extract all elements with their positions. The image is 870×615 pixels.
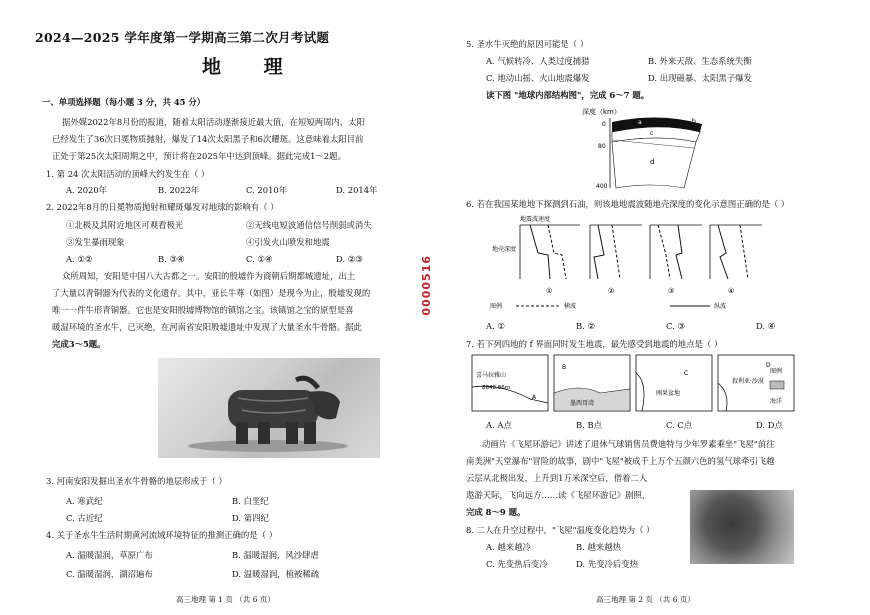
q5-option-b[interactable]: B. 外来天敌、生态系统失衡 (648, 56, 752, 66)
q2-item-3: ③发生暴雨现象 (66, 237, 125, 247)
map-b-gulf (554, 355, 630, 411)
map-c-congo (636, 355, 712, 411)
passage-line: 完成 8～9 题。 (466, 507, 526, 517)
map-name-b: 墨西哥湾 (570, 400, 595, 407)
q3-option-a[interactable]: A. 寒武纪 (66, 496, 103, 506)
q1-option-a[interactable]: A. 2020年 (66, 185, 108, 195)
section-heading: 一、单项选择题（每小题 3 分，共 45 分） (42, 97, 206, 107)
point-c: C (684, 370, 689, 377)
question-6: 6. 若在我国某地地下探测到石油，则该地地震波随地壳深度的变化示意图正确的是（ ） (466, 199, 790, 209)
question-3: 3. 河南安阳发掘出圣水牛骨骼的地层形成于（ ） (46, 476, 227, 486)
panel-label-3: ③ (668, 287, 675, 295)
map-name-a: 喜马拉雅山 (476, 372, 507, 379)
layer-label-b: b (692, 118, 696, 125)
q7-option-b[interactable]: B. B点 (576, 420, 603, 430)
q2-item-4: ④引发火山喷发和地震 (246, 237, 330, 247)
four-location-maps (470, 353, 810, 413)
depth-tick-0: 0 (602, 121, 606, 128)
q8-option-b[interactable]: B. 越来越热 (576, 542, 621, 552)
map-legend-title: 图例 (770, 368, 783, 375)
crust-depth-label: 地壳深度 (492, 246, 517, 253)
q3-option-b[interactable]: B. 白垩纪 (232, 496, 269, 506)
panel-label-1: ① (546, 287, 553, 295)
passage-line: 暖湿环境的圣水牛，已灭绝，在河南省安阳殷墟遗址中发现了大量圣水牛骨骼。据此 (52, 322, 362, 332)
figure-intro-6-7: 读下图 "地球内部结构图"，完成 6～7 题。 (486, 90, 650, 100)
question-4: 4. 关于圣水牛生活时期黄河流域环境特征的推测正确的是（ ） (46, 530, 278, 540)
depth-tick-400: 400 (596, 183, 608, 190)
depth-tick-80: 80 (598, 143, 606, 150)
q4-option-b[interactable]: B. 温暖湿润，风沙肆虐 (232, 550, 319, 560)
page2-footer: 高三地理 第 2 页 （共 6 页） (596, 595, 695, 604)
q2-option-a[interactable]: A. ①② (66, 254, 93, 264)
q2-option-d[interactable]: D. ②③ (336, 254, 363, 264)
q7-option-d[interactable]: D. D点 (756, 420, 783, 430)
q3-option-c[interactable]: C. 古近纪 (66, 513, 103, 523)
q6-option-b[interactable]: B. ② (576, 321, 595, 331)
wave-legend-title: 图例 (490, 303, 503, 310)
q3-option-d[interactable]: D. 第四纪 (232, 513, 269, 523)
bronze-ox-photo (158, 358, 380, 458)
q8-option-c[interactable]: C. 先变热后变冷 (486, 559, 548, 569)
sea-swatch (770, 381, 784, 389)
q7-option-a[interactable]: A. A点 (486, 420, 512, 430)
wave-panel-3 (650, 225, 702, 279)
wave-panel-4 (710, 225, 762, 279)
q2-item-1: ①北极及其附近地区可观看极光 (66, 220, 184, 230)
q8-option-d[interactable]: D. 先变冷后变热 (576, 559, 638, 569)
question-1: 1. 第 24 次太阳活动的顶峰大约发生在（ ） (46, 169, 210, 179)
passage-line: 众所周知，安阳是中国八大古都之一。安阳的殷墟作为商朝后期都城遗址，出土 (62, 271, 356, 281)
q2-option-c[interactable]: C. ①④ (246, 254, 273, 264)
q5-option-a[interactable]: A. 气候转冷、人类过度捕猎 (486, 56, 590, 66)
seismic-wave-diagram (490, 213, 790, 313)
passage-line: 完成3～5题。 (52, 339, 106, 349)
q6-option-d[interactable]: D. ④ (756, 321, 776, 331)
q4-option-a[interactable]: A. 温暖湿润，草原广布 (66, 550, 153, 560)
question-2: 2. 2022年8月的日冕物质抛射和耀斑爆发对地球的影响有（ ） (46, 202, 279, 212)
depth-axis-label: 深度（km） (582, 108, 621, 116)
layer-label-a: a (638, 119, 642, 126)
passage-line: 云层从北极出发，上升到1万米深空后，借着二人 (466, 473, 648, 483)
point-d: D (766, 362, 771, 369)
question-7: 7. 若下列四地的 f 界面同时发生地震，最先感受到地震的地点是（ ） (466, 339, 723, 349)
passage-line: 南美洲"天堂瀑布"冒险的故事，剧中"飞屋"被成千上万个五颜六色的氢气球牵引飞越 (466, 456, 775, 466)
passage-line: 了大量以青铜器为代表的文化遗存。其中，亚长牛尊（如图）是现今为止，殷墟发现的 (52, 288, 371, 298)
point-b: B (562, 364, 567, 371)
exam-title: 2024—2025 学年度第一学期高三第二次月考试题 (35, 30, 330, 45)
map-name-c: 刚果盆地 (656, 390, 681, 397)
balloon-house-photo (690, 490, 794, 564)
map-name-d: 叙利亚·沙漠 (732, 378, 764, 385)
serial-number: 0000516 (420, 255, 433, 316)
q2-option-b[interactable]: B. ③④ (158, 254, 185, 264)
q6-option-c[interactable]: C. ③ (666, 321, 685, 331)
q5-option-d[interactable]: D. 出现磁暴、太阳黑子爆发 (648, 73, 752, 83)
map-a-himalaya (472, 355, 548, 411)
question-5: 5. 圣水牛灭绝的原因可能是（ ） (466, 39, 589, 49)
q4-option-c[interactable]: C. 温暖湿润，湖沼遍布 (66, 569, 153, 579)
passage-line: 动画片《飞屋环游记》讲述了退休气球销售员费迪特与少年罗素乘坐"飞屋"前往 (482, 439, 775, 449)
passage-line: 据外媒2022年8月份的报道，随着太阳活动逐渐接近最大值，在短短两周内，太阳 (62, 117, 366, 127)
wave-legend-s: 横波 (564, 303, 577, 310)
q2-item-2: ②无线电短波通信信号削弱或消失 (246, 220, 372, 230)
passage-line: 正处于第25次太阳周期之中，预计将在2025年中达到顶峰。据此完成1～2题。 (52, 151, 346, 161)
q1-option-b[interactable]: B. 2022年 (158, 185, 200, 195)
layer-label-c: c (650, 130, 654, 137)
wave-legend-p: 纵波 (714, 303, 727, 310)
passage-line: 已经发生了36次日冕物质抛射，爆发了14次太阳黑子和6次耀斑。这意味着太阳目前 (52, 134, 364, 144)
wave-panel-1 (520, 225, 580, 279)
passage-line: 唯一一件牛形青铜器。它也是安阳殷墟博物馆的镇馆之宝。该镇馆之宝的原型是喜 (52, 305, 354, 315)
map-legend-sea: 海洋 (770, 398, 783, 405)
wave-panel-2 (590, 225, 642, 279)
q1-option-c[interactable]: C. 2010年 (246, 185, 288, 195)
q8-option-a[interactable]: A. 越来越冷 (486, 542, 531, 552)
layer-label-d: d (650, 158, 655, 166)
question-8: 8. 二人在升空过程中，"飞屋"温度变化趋势为（ ） (466, 525, 655, 535)
page1-footer: 高三地理 第 1 页 （共 6 页） (176, 595, 275, 604)
point-a: A (532, 394, 537, 401)
wave-speed-label: 地震波速度 (520, 216, 551, 223)
panel-label-2: ② (608, 287, 615, 295)
q1-option-d[interactable]: D. 2014年 (336, 185, 378, 195)
peak-elevation: 8848.86m (482, 385, 511, 391)
passage-line: 遨游天际，飞向远方……读《飞屋环游记》剧照， (466, 490, 651, 500)
subject-heading: 地 理 (202, 56, 301, 78)
panel-label-4: ④ (728, 287, 735, 295)
q6-option-a[interactable]: A. ① (486, 321, 505, 331)
q4-option-d[interactable]: D. 温暖湿润，植被稀疏 (232, 569, 320, 579)
q5-option-c[interactable]: C. 地动山摇、火山地震爆发 (486, 73, 590, 83)
bronze-ox-illustration (158, 358, 380, 458)
earth-layers-diagram (580, 102, 710, 192)
q7-option-c[interactable]: C. C点 (666, 420, 693, 430)
